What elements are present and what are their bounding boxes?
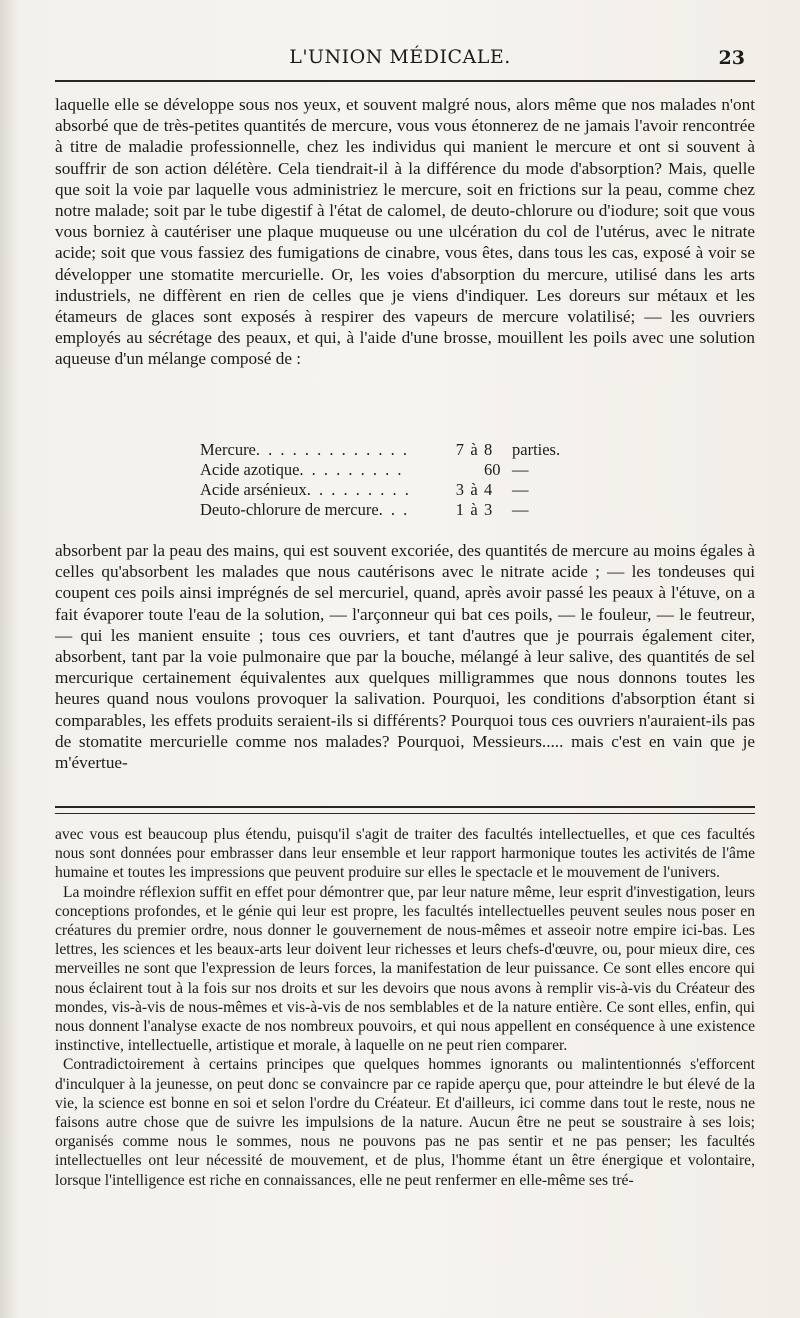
quantity-max: 8 (484, 440, 493, 459)
quantity-unit: — (512, 460, 529, 479)
quantity-unit: — (512, 500, 529, 519)
running-title: L'UNION MÉDICALE. (289, 46, 511, 68)
quantity-min: 3 (455, 480, 464, 499)
leader-dots: . . . . . . . . . . . . . (255, 440, 410, 459)
quantity-max: 60 (484, 460, 501, 479)
page-number: 23 (718, 47, 745, 69)
quantity-min (442, 460, 464, 480)
leader-dots: . . . . . . . . . (306, 480, 411, 499)
formula-row (200, 480, 560, 500)
ingredient-name: Acide azotique (200, 460, 300, 479)
feuilleton-rule (55, 806, 755, 814)
page-header (55, 46, 745, 78)
formula-table (200, 440, 560, 520)
ingredient-name: Deuto-chlorure de mercure (200, 500, 379, 519)
formula-row (200, 500, 560, 520)
body-paragraph-1: laquelle elle se développe sous nos yeux, et souvent malgré nous, alors même que nos malades n'ont absorbé que de très-petites quantités de mercure, vous vous étonnerez de ne jamais l'avoir rencontrée à titre de maladie professionnelle, chez les individus qui manient le mercure et ont si souvent à souffrir de son action délétère. Cela tiendrait-il à la différence du mode d'absorption? Mais, quelle que soit la voie par laquelle vous administriez le mercure, soit en frictions sur la peau, comme chez notre malade; soit par le tube digestif à l'état de calomel, de deuto-chlorure ou d'iodure; soit que vous vous borniez à cautériser une plaque muqueuse ou une ulcération du col de l'utérus, avec le nitrate acide; soit que vous fassiez des fumigations de cinabre, vous êtes, dans tous les cas, exposé à voir se développer une stomatite mercurielle. Or, les voies d'absorption du mercure, utilisé dans les arts industriels, ne diffèrent en rien de celles que je viens d'indiquer. Les doreurs sur métaux et les étameurs de glaces sont exposés à respirer des vapeurs de mercure volatilisé; — les ouvriers employés au sécrétage des peaux, et qui, à l'aide d'une brosse, mouillent les poils avec une solution aqueuse d'un mélange composé de : (55, 95, 755, 369)
range-word (464, 460, 484, 480)
quantity-min: 7 (455, 440, 464, 459)
feuilleton-paragraph-3: Contradictoirement à certains principes que quelques hommes ignorants ou malintentionnés s'efforcent d'inculquer à la jeunesse, on peut donc se convaincre par ce rapide aperçu que, pour atteindre le but élevé de la vie, la science est bonne en soi et selon l'ordre du Créateur. Et d'ailleurs, ici comme dans tout le reste, nous ne faisons autre chose que de suivre les impulsions de la nature. Aucun être ne peut se soustraire à ses lois; organisés comme nous le sommes, nous ne pouvons pas ne pas sentir et ne pas penser; les facultés intellectuelles ont leur nécessité de mouvement, et de plus, l'homme étant un être énergique et volontaire, lorsque l'intelligence est riche en connaissances, elle ne peut renfermer en elle-même ses tré- (55, 1056, 755, 1189)
quantity-unit: parties. (512, 440, 561, 459)
formula-row (200, 440, 560, 460)
header-rule (55, 80, 755, 82)
leader-dots: . . . . . . . . . (299, 460, 404, 479)
range-word: à (470, 480, 478, 499)
formula-row (200, 460, 560, 480)
quantity-max: 4 (484, 480, 493, 499)
ingredient-name: Mercure (200, 440, 256, 459)
quantity-min: 1 (455, 500, 464, 519)
quantity-max: 3 (484, 500, 493, 519)
range-word: à (470, 500, 478, 519)
range-word: à (470, 440, 478, 459)
feuilleton-paragraph-1: avec vous est beaucoup plus étendu, puisqu'il s'agit de traiter des facultés intellectuelles, et que ces facultés nous sont données pour embrasser dans leur ensemble et leur rapport harmonique toutes les activités de l'âme humaine et toutes les impressions que peuvent produire sur elles le spectacle et le mouvement de l'univers. (55, 826, 755, 882)
quantity-unit: — (512, 480, 529, 499)
leader-dots: . . . (378, 500, 410, 519)
feuilleton-paragraph-2: La moindre réflexion suffit en effet pour démontrer que, par leur nature même, leur esprit d'investigation, leurs conceptions profondes, et le génie qui leur est propre, les facultés intellectuelles peuvent seules nous poser en créatures du premier ordre, nous donner le gouvernement de nous-mêmes et asseoir notre empire ici-bas. Les lettres, les sciences et les beaux-arts leur doivent leur richesses et leurs chefs-d'œuvre, ou, pour mieux dire, ces merveilles ne sont que l'expression de leurs forces, la manifestation de leur puissance. Ce sont elles encore qui nous éclairent tout à la fois sur nos droits et sur les devoirs que nous avons à remplir vis-à-vis du Créateur des mondes, vis-à-vis de nous-mêmes et vis-à-vis de nos semblables et de la nature entière. Ce sont elles, enfin, qui nous donnent l'analyse exacte de nos nombreux pouvoirs, et qui nous appellent en conséquence à une existence instinctive, intellectuelle, artistique et morale, à laquelle on ne peut rien comparer. (55, 883, 755, 1055)
feuilleton-section (55, 825, 755, 1190)
body-paragraph-2: absorbent par la peau des mains, qui est souvent excoriée, des quantités de mercure au moins égales à celles qu'absorbent les malades que nous cautérisons avec le nitrate acide ; — les tondeuses qui coupent ces poils ainsi imprégnés de sel mercuriel, quand, après avoir passé les peaux à l'étuve, on a fait évaporer toute l'eau de la solution, — l'arçonneur qui bat ces poils, — le fouleur, — le feutreur, — qui les manient ensuite ; tous ces ouvriers, et tant d'autres que je pourrais également citer, absorbent, tant par la voie pulmonaire que par la bouche, mélangé à leur salive, des quantités de sel mercurique certainement équivalentes aux quelques milligrammes que nous donnons toutes les heures quand nous voulons provoquer la salivation. Pourquoi, les conditions d'absorption étant si comparables, les effets produits seraient-ils si différents? Pourquoi tous ces ouvriers n'auraient-ils pas de stomatite mercurielle comme nos malades? Pourquoi, Messieurs..... mais c'est en vain que je m'évertue- (55, 541, 755, 773)
ingredient-name: Acide arsénieux (200, 480, 307, 499)
